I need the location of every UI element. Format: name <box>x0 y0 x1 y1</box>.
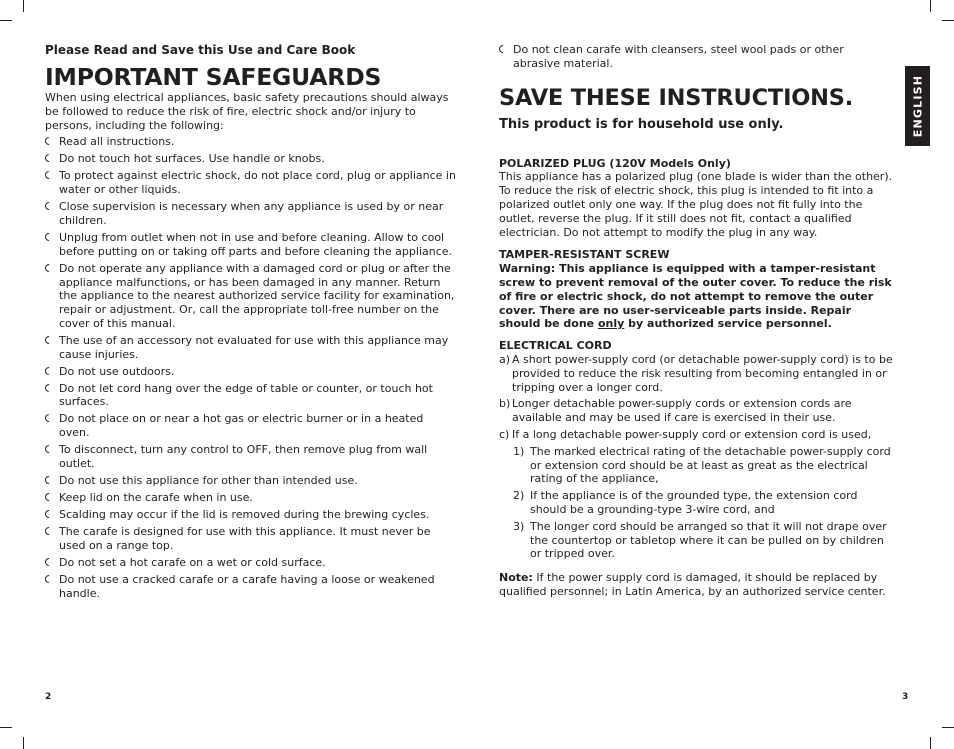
cord-subitem <box>499 445 893 486</box>
tamper-text-part: by authorized service personnel. <box>624 317 832 331</box>
intro-paragraph: When using electrical appliances, basic safety precautions should always be followed to reduce the risk of fire, electric shock and/or injury to persons, including the following: <box>45 91 449 132</box>
bullet-icon <box>45 558 53 566</box>
right-page <box>499 43 893 599</box>
bullet-icon <box>45 384 53 392</box>
bullet-icon <box>45 233 53 241</box>
list-item-text: Do not use a cracked carafe or a carafe having a loose or weakened handle. <box>59 572 435 600</box>
cord-item-text: If a long detachable power-supply cord or extension cord is used, <box>512 427 872 441</box>
bullet-icon <box>45 527 53 535</box>
bullet-icon <box>45 493 53 501</box>
save-instructions-title: SAVE THESE INSTRUCTIONS. <box>499 84 854 111</box>
list-item <box>45 474 457 488</box>
household-use-subtitle: This product is for household use only. <box>499 116 784 132</box>
cord-item-label: c) <box>499 427 510 441</box>
list-item <box>45 365 457 379</box>
bullet-icon <box>45 336 53 344</box>
list-item-text: Do not let cord hang over the edge of table or counter, or touch hot surfaces. <box>59 381 433 409</box>
bullet-icon <box>45 510 53 518</box>
list-item <box>45 169 457 197</box>
list-item-text: Do not place on or near a hot gas or electric burner or in a heated oven. <box>59 412 424 440</box>
list-item-text: Scalding may occur if the lid is removed during the brewing cycles. <box>59 507 430 521</box>
safeguards-list <box>45 135 457 600</box>
crop-mark <box>23 737 24 749</box>
list-item-text: Do not clean carafe with cleansers, steel wool pads or other abrasive material. <box>513 43 844 70</box>
bullet-icon <box>45 367 53 375</box>
page-title: IMPORTANT SAFEGUARDS <box>45 63 382 91</box>
cord-subitem-label: 3) <box>513 519 525 533</box>
cord-item <box>499 397 893 425</box>
cord-item <box>499 428 893 442</box>
list-item <box>45 491 457 505</box>
crop-mark <box>942 20 954 21</box>
list-item-text: Do not use this appliance for other than intended use. <box>59 473 358 487</box>
language-tab <box>905 66 930 146</box>
tamper-text-part: Warning: This appliance is equipped with a tamper-resistant screw to prevent removal of the outer cover. To reduce the risk of fire or electric shock, do not attempt to remove the outer cover. There are no user-serviceable parts inside. Repair should be done <box>499 262 892 331</box>
left-page <box>45 43 457 603</box>
cord-item-label: a) <box>499 352 511 366</box>
crop-mark <box>0 727 12 728</box>
list-item-text: To disconnect, turn any control to OFF, then remove plug from wall outlet. <box>59 443 428 470</box>
electrical-cord-heading: ELECTRICAL CORD <box>499 339 612 353</box>
list-item <box>499 43 893 71</box>
list-item <box>45 334 457 362</box>
list-item <box>45 573 457 601</box>
crop-mark <box>0 20 12 21</box>
crop-mark <box>23 0 24 12</box>
list-item <box>45 412 457 440</box>
cord-item-text: Longer detachable power-supply cords or extension cords are available and may be used if care is exercised in their use. <box>512 397 852 425</box>
polarized-plug-text: This appliance has a polarized plug (one blade is wider than the other). To reduce the risk of electric shock, this plug is intended to fit into a polarized outlet only one way. If the plug does not fit fully into the outlet, reverse the plug. If it still does not fit, contact a qualified electrician. Do not attempt to modify the plug in any way. <box>499 170 893 239</box>
list-item-text: The carafe is designed for use with this appliance. It must never be used on a range top. <box>59 524 431 552</box>
continued-list <box>499 43 893 71</box>
bullet-icon <box>45 414 53 422</box>
note-label: Note: <box>499 571 533 585</box>
list-item-text: Do not operate any appliance with a damaged cord or plug or after the appliance malfunctions, or has been damaged in any manner. Return the appliance to the nearest authorized service facility for examination, repair or adjustment. Or, call the appropriate toll-free number on the cover of this manual. <box>59 261 455 330</box>
cord-sublist <box>499 445 893 561</box>
list-item <box>45 556 457 570</box>
bullet-icon <box>499 45 507 53</box>
list-item <box>45 508 457 522</box>
tamper-resistant-text <box>499 262 893 331</box>
bullet-icon <box>45 575 53 583</box>
bullet-icon <box>45 154 53 162</box>
bullet-icon <box>45 445 53 453</box>
bullet-icon <box>45 476 53 484</box>
list-item <box>45 262 457 331</box>
page-number-left: 2 <box>45 692 52 702</box>
list-item <box>45 525 457 553</box>
list-item <box>45 382 457 410</box>
page-number-right: 3 <box>902 692 909 702</box>
cord-subitem-text: If the appliance is of the grounded type, the extension cord should be a grounding-type 3-wire cord, and <box>530 489 858 516</box>
list-item-text: To protect against electric shock, do not place cord, plug or appliance in water or other liquids. <box>59 169 456 197</box>
cord-subitem <box>499 489 893 517</box>
crop-mark <box>930 737 931 749</box>
cord-item-label: b) <box>499 397 511 411</box>
cord-subitem-label: 2) <box>513 489 525 503</box>
bullet-icon <box>45 171 53 179</box>
cord-subitem-label: 1) <box>513 444 525 458</box>
bullet-icon <box>45 137 53 145</box>
list-item-text: Keep lid on the carafe when in use. <box>59 490 253 504</box>
tamper-text-underlined: only <box>597 317 625 331</box>
note-paragraph <box>499 571 893 599</box>
cord-subitem <box>499 520 893 561</box>
cord-item <box>499 353 893 394</box>
list-item-text: The use of an accessory not evaluated for use with this appliance may cause injuries. <box>59 333 449 361</box>
list-item <box>45 152 457 166</box>
crop-mark <box>942 727 954 728</box>
note-text: If the power supply cord is damaged, it should be replaced by qualified personnel; in Latin America, by an authorized service center. <box>499 571 886 598</box>
bullet-icon <box>45 202 53 210</box>
list-item <box>45 231 457 259</box>
language-tab-label: ENGLISH <box>911 74 924 138</box>
list-item <box>45 443 457 471</box>
cord-item-text: A short power-supply cord (or detachable power-supply cord) is to be provided to reduce the risk resulting from becoming entangled in or tripping over a longer cord. <box>512 352 893 394</box>
list-item-text: Do not set a hot carafe on a wet or cold surface. <box>59 555 326 569</box>
list-item-text: Unplug from outlet when not in use and before cleaning. Allow to cool before putting on or taking off parts and before cleaning the appliance. <box>59 230 453 258</box>
list-item-text: Read all instructions. <box>59 135 175 149</box>
crop-mark <box>930 0 931 12</box>
list-item-text: Close supervision is necessary when any appliance is used by or near children. <box>59 200 444 227</box>
cord-subitem-text: The marked electrical rating of the detachable power-supply cord or extension cord should be at least as great as the electrical rating of the appliance, <box>530 444 891 486</box>
list-item-text: Do not touch hot surfaces. Use handle or knobs. <box>59 152 325 166</box>
tamper-resistant-heading: TAMPER-RESISTANT SCREW <box>499 248 670 262</box>
kicker-heading: Please Read and Save this Use and Care Book <box>45 43 356 57</box>
bullet-icon <box>45 264 53 272</box>
cord-subitem-text: The longer cord should be arranged so that it will not drape over the countertop or tabletop where it can be pulled on by children or tripped over. <box>530 519 887 561</box>
list-item <box>45 135 457 149</box>
list-item <box>45 200 457 228</box>
list-item-text: Do not use outdoors. <box>59 364 175 378</box>
polarized-plug-heading: POLARIZED PLUG (120V Models Only) <box>499 156 731 170</box>
cord-list <box>499 353 893 442</box>
